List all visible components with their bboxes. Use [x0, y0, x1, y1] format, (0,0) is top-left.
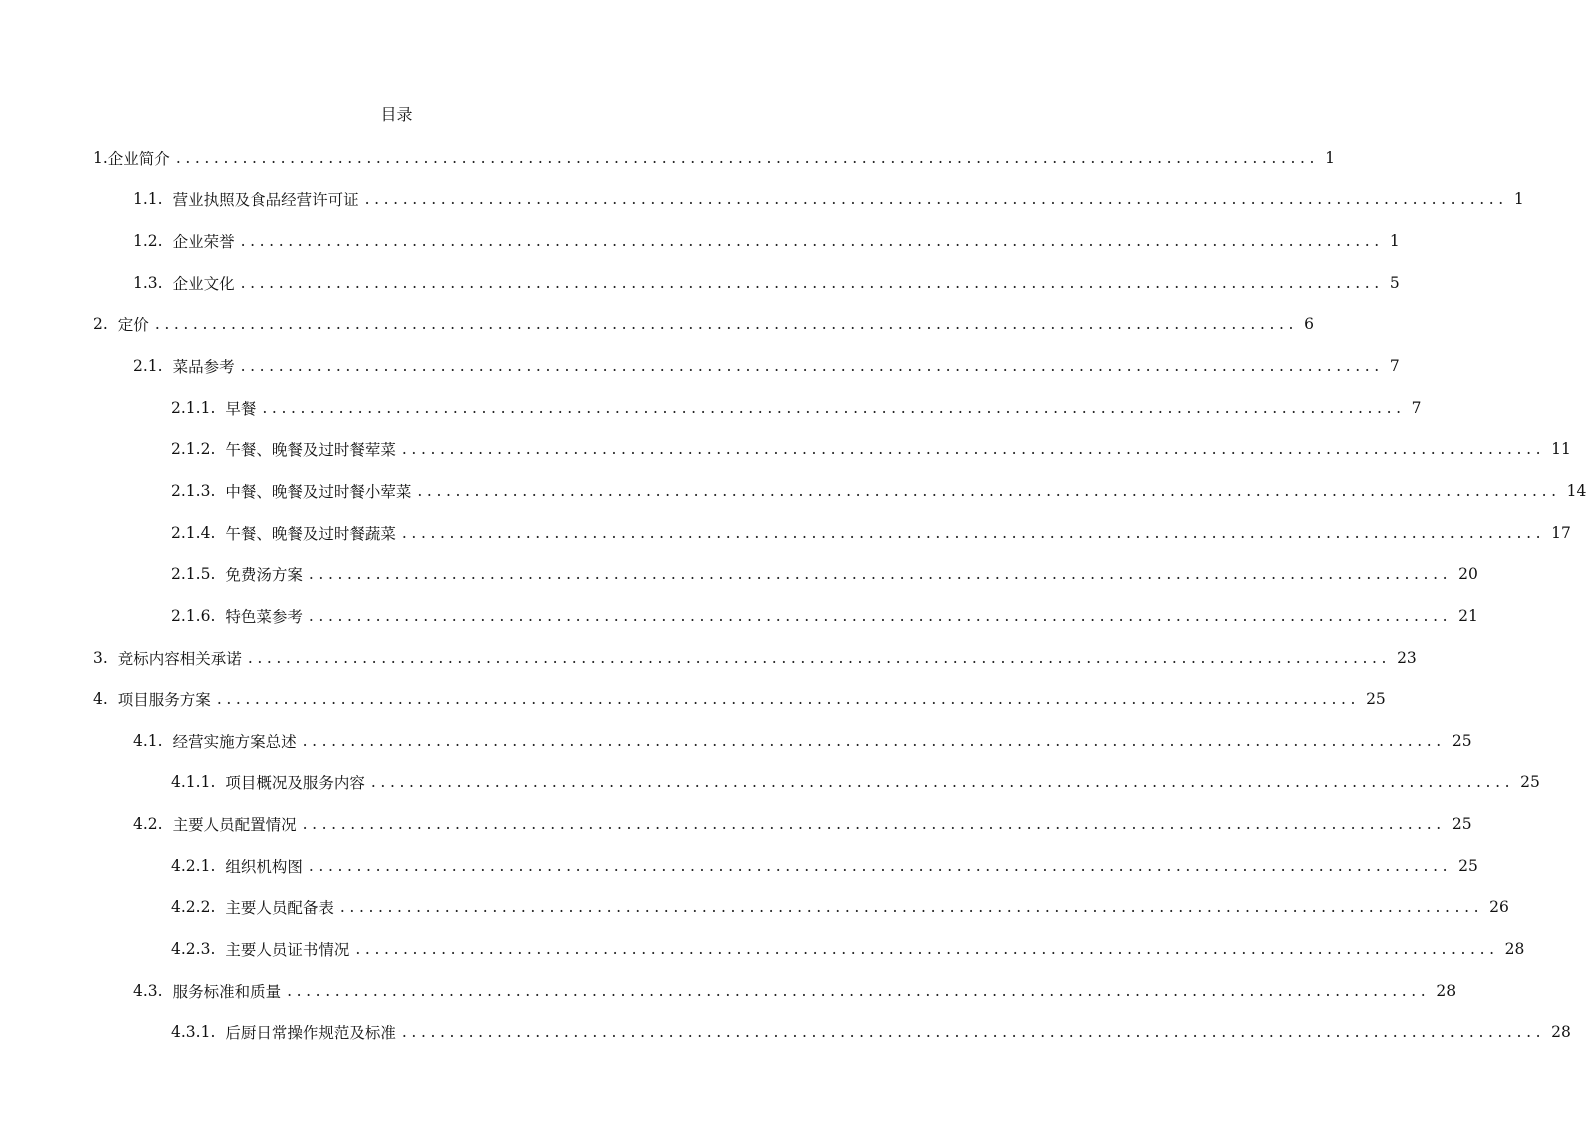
- toc-entry-label: 免费汤方案: [225, 566, 303, 585]
- toc-entry-label: 菜品参考: [172, 358, 235, 377]
- toc-entry[interactable]: [0, 179, 1524, 221]
- toc-leader-dots: ........................................................................................................................: [401, 1023, 1546, 1042]
- toc-leader-dots: ........................................................................................................................: [417, 481, 1561, 500]
- toc-entry-label: 午餐、晚餐及过时餐蔬菜: [225, 524, 396, 543]
- toc-entry-label: 定价: [117, 316, 149, 335]
- toc-entry-number: 4.3.: [133, 981, 163, 1000]
- toc-entry-page: 25: [1451, 815, 1472, 834]
- toc-entry-label: 企业荣誉: [172, 233, 235, 252]
- toc-entry[interactable]: [0, 637, 1417, 679]
- toc-entry[interactable]: [0, 220, 1400, 262]
- toc-entry-number: 1.: [93, 148, 108, 167]
- toc-entry[interactable]: [0, 970, 1457, 1012]
- toc-entry-number: 2.: [93, 315, 108, 334]
- toc-leader-dots: ........................................................................................................................: [308, 606, 1453, 625]
- toc-entry[interactable]: [0, 928, 1525, 970]
- toc-entry-page: 14: [1566, 481, 1586, 500]
- toc-entry-number: 2.1.3.: [171, 481, 216, 500]
- toc-entry-number: 1.1.: [133, 190, 163, 209]
- toc-leader-dots: ........................................................................................................................: [262, 398, 1406, 417]
- toc-entry-number: 2.1.1.: [171, 398, 216, 417]
- toc-leader-dots: ........................................................................................................................: [339, 898, 1484, 917]
- toc-entry-number: 2.1.2.: [171, 440, 216, 459]
- toc-leader-dots: ........................................................................................................................: [287, 981, 1431, 1000]
- toc-entry-label: 服务标准和质量: [172, 982, 282, 1001]
- toc-entry-page: 28: [1551, 1023, 1571, 1042]
- toc-entry[interactable]: [0, 387, 1422, 429]
- toc-entry-number: 4.2.: [133, 815, 163, 834]
- toc-entry-number: 2.1.: [133, 357, 163, 376]
- toc-entry-label: 主要人员配置情况: [172, 816, 297, 835]
- toc-entry-page: 28: [1504, 939, 1525, 958]
- toc-entry-page: 20: [1458, 565, 1478, 584]
- toc-entry-number: 4.2.2.: [171, 898, 216, 917]
- toc-entry-page: 6: [1304, 315, 1314, 334]
- toc-entry-page: 21: [1458, 606, 1478, 625]
- toc-entry-label: 经营实施方案总述: [172, 732, 297, 751]
- toc-entry-page: 25: [1366, 690, 1386, 709]
- toc-entry-label: 后厨日常操作规范及标准: [225, 1024, 396, 1043]
- toc-entry-page: 28: [1436, 981, 1457, 1000]
- toc-entry-label: 项目服务方案: [117, 691, 211, 710]
- toc-entry-page: 25: [1520, 773, 1540, 792]
- toc-leader-dots: ........................................................................................................................: [240, 357, 1384, 376]
- toc-entry-label: 企业简介: [107, 149, 170, 168]
- toc-leader-dots: ........................................................................................................................: [240, 273, 1384, 292]
- toc-leader-dots: ........................................................................................................................: [302, 815, 1446, 834]
- toc-entry-page: 25: [1451, 731, 1472, 750]
- toc-entry[interactable]: [0, 845, 1478, 887]
- toc-entry[interactable]: [0, 428, 1571, 470]
- toc-entry-page: 17: [1551, 523, 1571, 542]
- toc-entry-page: 1: [1325, 148, 1335, 167]
- toc-leader-dots: ........................................................................................................................: [154, 315, 1299, 334]
- toc-entry-page: 1: [1513, 190, 1524, 209]
- toc-leader-dots: ........................................................................................................................: [240, 232, 1384, 251]
- toc-entry[interactable]: [0, 887, 1509, 929]
- toc-entry-label: 竞标内容相关承诺: [117, 649, 242, 668]
- toc-entry-label: 项目概况及服务内容: [225, 774, 365, 793]
- toc-entry-label: 中餐、晚餐及过时餐小荤菜: [225, 482, 412, 501]
- toc-entry[interactable]: [0, 762, 1540, 804]
- toc-entry-number: 4.1.1.: [171, 773, 216, 792]
- toc-leader-dots: ........................................................................................................................: [401, 440, 1546, 459]
- toc-entry-page: 7: [1389, 357, 1400, 376]
- toc-entry-page: 1: [1389, 232, 1400, 251]
- toc-leader-dots: ........................................................................................................................: [302, 731, 1446, 750]
- toc-entry-number: 4.: [93, 690, 108, 709]
- toc-entry-number: 1.3.: [133, 273, 163, 292]
- toc-entry[interactable]: [0, 1011, 1571, 1053]
- toc-entry-number: 4.1.: [133, 731, 163, 750]
- toc-entry-number: 3.: [93, 648, 108, 667]
- toc-entry-page: 7: [1411, 398, 1422, 417]
- toc-leader-dots: ........................................................................................................................: [308, 565, 1453, 584]
- toc-leader-dots: ........................................................................................................................: [175, 148, 1320, 167]
- toc-entry-page: 25: [1458, 856, 1478, 875]
- toc-entry-number: 2.1.6.: [171, 606, 216, 625]
- toc-entry-page: 26: [1489, 898, 1509, 917]
- toc-entry[interactable]: [0, 345, 1400, 387]
- toc-entry-label: 营业执照及食品经营许可证: [172, 191, 359, 210]
- toc-entry[interactable]: [0, 470, 1586, 512]
- toc-entry[interactable]: [0, 512, 1571, 554]
- toc-entry[interactable]: [0, 137, 1335, 179]
- toc-entry-label: 早餐: [225, 399, 257, 418]
- toc-entry-label: 组织机构图: [225, 857, 303, 876]
- toc-entry-number: 2.1.4.: [171, 523, 216, 542]
- toc-title: 目录: [380, 105, 413, 124]
- toc-entry-number: 2.1.5.: [171, 565, 216, 584]
- toc-entry-label: 企业文化: [172, 274, 235, 293]
- toc-entry-number: 4.3.1.: [171, 1023, 216, 1042]
- toc-leader-dots: ........................................................................................................................: [216, 690, 1361, 709]
- toc-leader-dots: ........................................................................................................................: [364, 190, 1508, 209]
- toc-entry[interactable]: [0, 262, 1400, 304]
- toc-entry[interactable]: [0, 720, 1472, 762]
- table-of-contents: [0, 137, 1586, 1053]
- toc-entry-label: 午餐、晚餐及过时餐荤菜: [225, 441, 396, 460]
- toc-entry[interactable]: [0, 678, 1386, 720]
- toc-leader-dots: ........................................................................................................................: [370, 773, 1515, 792]
- toc-entry[interactable]: [0, 595, 1478, 637]
- toc-entry[interactable]: [0, 803, 1472, 845]
- toc-leader-dots: ........................................................................................................................: [401, 523, 1546, 542]
- toc-leader-dots: ........................................................................................................................: [308, 856, 1453, 875]
- toc-entry-number: 4.2.3.: [171, 939, 216, 958]
- toc-entry-page: 11: [1551, 440, 1571, 459]
- toc-entry-page: 23: [1397, 648, 1417, 667]
- toc-entry-label: 特色菜参考: [225, 607, 303, 626]
- toc-entry-page: 5: [1389, 273, 1400, 292]
- toc-entry[interactable]: [0, 553, 1478, 595]
- toc-leader-dots: ........................................................................................................................: [355, 939, 1499, 958]
- toc-entry-number: 4.2.1.: [171, 856, 216, 875]
- toc-leader-dots: ........................................................................................................................: [247, 648, 1392, 667]
- toc-entry-label: 主要人员配备表: [225, 899, 334, 918]
- toc-entry-number: 1.2.: [133, 232, 163, 251]
- toc-entry[interactable]: [0, 304, 1314, 346]
- toc-entry-label: 主要人员证书情况: [225, 940, 350, 959]
